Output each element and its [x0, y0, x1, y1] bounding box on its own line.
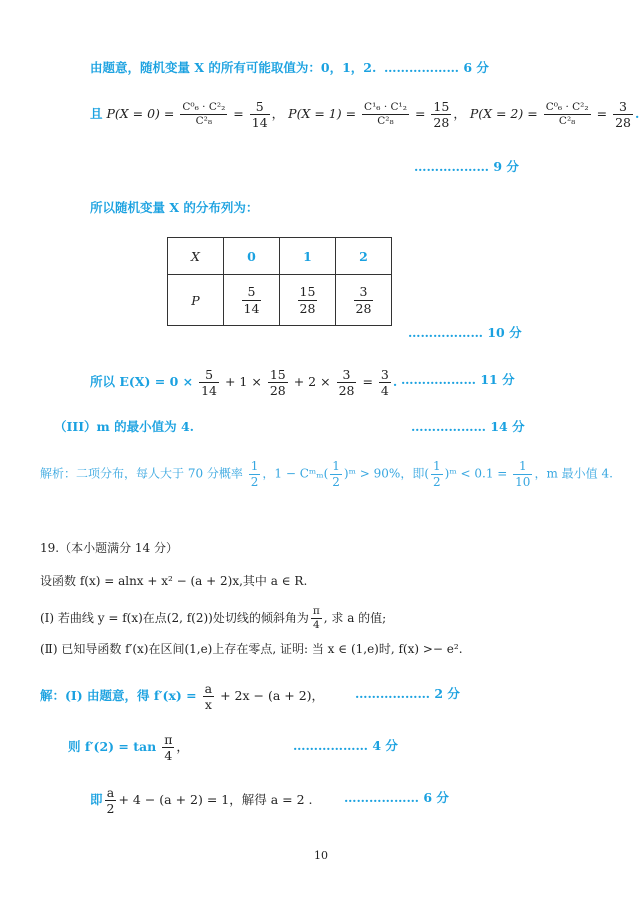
p2-result-fraction: [613, 100, 633, 129]
cell-num: 15: [299, 284, 316, 300]
table-cell-2: [336, 275, 392, 326]
frac-den: 2: [106, 801, 115, 817]
q19-part1: [40, 606, 386, 631]
solution-line-3: [90, 786, 313, 815]
sol3-fraction: [105, 786, 117, 815]
score-14: [411, 421, 525, 434]
exp-fraction-3: [337, 368, 357, 397]
p2-result-den: 28: [615, 115, 631, 131]
page-number-text: 10: [314, 849, 328, 862]
q19-part2: [40, 643, 463, 655]
p-label: P: [191, 292, 200, 308]
frac-den: 28: [269, 383, 286, 399]
cell-num: 3: [354, 285, 374, 300]
table-header-2: 2: [336, 238, 392, 275]
sep-1: ，: [271, 106, 285, 122]
p0-comb-den: C²₈: [195, 115, 213, 128]
table-row-x: [168, 238, 392, 275]
table-cell-0: [224, 275, 280, 326]
frac-num: a: [204, 681, 213, 696]
sol2-b: ，: [176, 739, 189, 755]
frac-den: 2: [433, 474, 441, 489]
p1-result-num: 15: [433, 99, 450, 114]
score-text: ……………… 4 分: [293, 738, 398, 753]
exp-result-fraction: [379, 368, 391, 397]
frac-den: 2: [250, 474, 259, 489]
q19-stem: [40, 575, 307, 587]
exp-fraction-2: [268, 368, 288, 397]
solution-line-1: [40, 682, 324, 711]
part3-answer: [54, 421, 194, 434]
p0-result-den: 14: [251, 115, 268, 131]
score-6-top: [384, 62, 489, 75]
score-text: ……………… 2 分: [355, 686, 460, 701]
distribution-heading: [90, 202, 258, 215]
sol1-fraction: [203, 682, 214, 711]
part3-answer-text: （III）m 的最小值为 4.: [54, 419, 195, 434]
cell-num: 5: [242, 285, 262, 300]
sol2-fraction: [162, 733, 174, 762]
p1-result-den: 28: [433, 115, 450, 131]
score-text: ……………… 11 分: [401, 372, 515, 387]
sol2-a: 则 f′(2) = tan: [68, 739, 157, 755]
score-text: ……………… 6 分: [384, 60, 489, 75]
probabilities-end: .: [634, 106, 640, 122]
analysis-a: 解析：二项分布，每人大于 70 分概率: [40, 466, 243, 481]
score-text: ……………… 14 分: [411, 419, 525, 434]
q19-part1-b: , 求 a 的值;: [323, 611, 387, 626]
analysis-fraction-1: [249, 460, 261, 488]
score-text: ……………… 6 分: [344, 790, 449, 805]
score-11: [401, 374, 515, 387]
prob-values-line: [90, 62, 376, 75]
expectation-line: [90, 368, 397, 397]
exp-op-1: + 1 ×: [224, 374, 262, 390]
table-header-1: 1: [280, 238, 336, 275]
analysis-c: )ᵐ > 90%，即(: [343, 466, 430, 481]
cell-den: 28: [355, 300, 372, 316]
p0-comb-num: C⁰₆ · C²₂: [180, 102, 227, 115]
exp-equals: =: [362, 374, 373, 390]
frac-num: 3: [337, 368, 357, 383]
frac-num: 1: [332, 459, 340, 473]
p2-comb-den: C²₈: [558, 115, 576, 128]
frac-num: π: [164, 732, 173, 747]
p2-eq: =: [596, 106, 608, 122]
expectation-prefix: 所以 E(X) = 0 ×: [90, 374, 194, 390]
page-number: [314, 850, 328, 861]
q19-heading-text: 19.（本小题满分 14 分）: [40, 541, 178, 555]
p1-comb-num: C¹₆ · C¹₂: [362, 102, 409, 115]
cell-fraction: [354, 285, 374, 314]
p2-comb-fraction: [544, 102, 591, 127]
prob-values-text: 由题意，随机变量 X 的所有可能取值为：0，1，2.: [90, 60, 377, 75]
frac-den: 28: [338, 383, 355, 399]
sol3-b: + 4 − (a + 2) = 1，解得 a = 2 .: [118, 792, 313, 808]
distribution-table: [167, 237, 392, 326]
sol1-a: 解：(Ⅰ) 由题意，得 f′(x) =: [40, 688, 197, 704]
p0-lhs: P(X = 0) =: [106, 106, 175, 122]
frac-den: 4: [312, 619, 320, 632]
frac-num: 15: [269, 367, 286, 382]
x-label: X: [191, 248, 200, 264]
cell-den: 28: [299, 300, 316, 316]
cell-fraction: [242, 285, 262, 314]
p1-comb-fraction: [362, 102, 409, 127]
analysis-fraction-3: [431, 460, 443, 488]
exp-op-2: + 2 ×: [293, 374, 331, 390]
table-header-x: [168, 238, 224, 275]
exp-fraction-1: [199, 368, 219, 397]
table-cell-1: [280, 275, 336, 326]
analysis-line: [40, 460, 613, 488]
frac-den: 10: [515, 474, 531, 489]
p1-lhs: P(X = 1) =: [288, 106, 357, 122]
q19-part1-a: (Ⅰ) 若曲线 y = f(x)在点(2, f(2))处切线的倾斜角为: [40, 611, 309, 626]
score-9: [414, 161, 519, 174]
score-10: [408, 327, 522, 340]
p0-result-num: 5: [250, 100, 270, 115]
score-6-bottom: [344, 792, 449, 805]
frac-num: 3: [380, 367, 389, 382]
frac-num: 1: [250, 459, 259, 473]
q19-part2-text: (Ⅱ) 已知导函数 f′(x)在区间(1,e)上存在零点, 证明: 当 x ∈ (1,e)时, f(x) >− e².: [40, 642, 463, 656]
p0-comb-fraction: [180, 102, 227, 127]
frac-den: x: [204, 697, 212, 713]
frac-den: 2: [332, 474, 340, 489]
cell-den: 14: [243, 300, 260, 316]
distribution-heading-text: 所以随机变量 X 的分布列为：: [90, 200, 259, 215]
p2-comb-num: C⁰₆ · C²₂: [544, 102, 591, 115]
analysis-b: ，1 − Cᵐₘ(: [262, 466, 329, 481]
q19-part1-fraction: [311, 606, 322, 631]
frac-den: 14: [201, 383, 217, 399]
score-2: [355, 688, 460, 701]
q19-stem-text: 设函数 f(x) = alnx + x² − (a + 2)x,其中 a ∈ R.: [40, 574, 308, 588]
table-row-p: [168, 275, 392, 326]
score-text: ……………… 10 分: [408, 325, 522, 340]
p1-result-fraction: [431, 100, 451, 129]
solution-line-2: [68, 733, 189, 762]
analysis-fraction-4: [513, 460, 532, 488]
frac-num: a: [105, 786, 117, 801]
sep-2: ，: [453, 106, 466, 122]
analysis-fraction-2: [330, 460, 342, 488]
q19-heading: [40, 542, 178, 554]
p1-eq: =: [414, 106, 426, 122]
p0-eq: =: [233, 106, 244, 122]
p2-result-num: 3: [613, 100, 633, 115]
frac-den: 4: [164, 748, 173, 764]
probabilities-line: [90, 100, 639, 129]
analysis-d: )ᵐ < 0.1 =: [444, 466, 508, 481]
table-row-label-p: [168, 275, 224, 326]
p0-result-fraction: [250, 100, 270, 129]
p2-lhs: P(X = 2) =: [469, 106, 538, 122]
table-header-0: 0: [224, 238, 280, 275]
frac-den: 4: [380, 383, 389, 399]
score-4: [293, 740, 398, 753]
sol1-b: + 2x − (a + 2)，: [220, 688, 325, 704]
analysis-e: ，m 最小值 4.: [534, 466, 613, 481]
frac-num: 1: [433, 459, 441, 473]
score-text: ……………… 9 分: [414, 159, 519, 174]
frac-num: π: [311, 606, 322, 619]
cell-fraction: [298, 285, 318, 314]
frac-num: 1: [513, 460, 532, 475]
and-prefix: 且: [90, 106, 103, 122]
sol3-a: 即: [90, 792, 103, 808]
expectation-end: .: [392, 374, 398, 390]
frac-num: 5: [199, 368, 219, 383]
p1-comb-den: C²₈: [377, 115, 394, 128]
